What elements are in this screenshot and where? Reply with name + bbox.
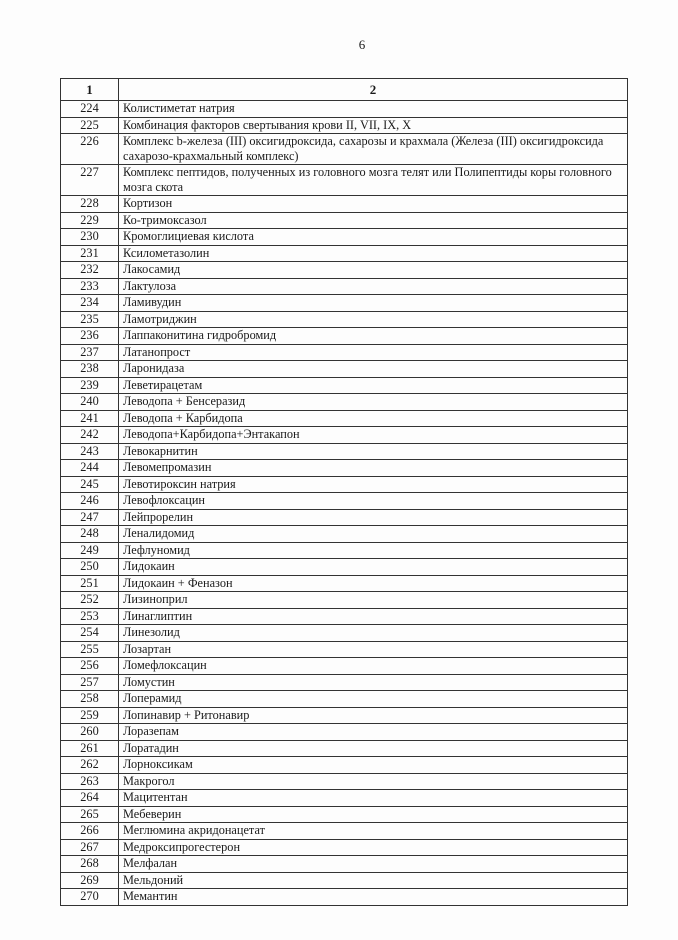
table-row (61, 328, 628, 345)
table-row (61, 229, 628, 246)
drug-name: Комбинация факторов свертывания крови II, VII, IX, X (119, 117, 628, 134)
row-number: 257 (61, 674, 119, 691)
drug-name: Лопинавир + Ритонавир (119, 707, 628, 724)
table-row (61, 559, 628, 576)
drug-name: Лакосамид (119, 262, 628, 279)
drug-name: Мельдоний (119, 872, 628, 889)
table-row (61, 212, 628, 229)
row-number: 231 (61, 245, 119, 262)
table-row (61, 856, 628, 873)
table-row (61, 872, 628, 889)
table-row (61, 806, 628, 823)
row-number: 262 (61, 757, 119, 774)
table-row (61, 196, 628, 213)
row-number: 225 (61, 117, 119, 134)
row-number: 266 (61, 823, 119, 840)
row-number: 253 (61, 608, 119, 625)
table-row (61, 377, 628, 394)
drug-name: Ксилометазолин (119, 245, 628, 262)
table-row (61, 493, 628, 510)
table-row (61, 757, 628, 774)
drug-name: Линаглиптин (119, 608, 628, 625)
drug-name: Ломефлоксацин (119, 658, 628, 675)
header-col-1: 1 (61, 79, 119, 101)
row-number: 270 (61, 889, 119, 906)
row-number: 244 (61, 460, 119, 477)
row-number: 260 (61, 724, 119, 741)
row-number: 227 (61, 165, 119, 196)
row-number: 255 (61, 641, 119, 658)
drug-name: Лозартан (119, 641, 628, 658)
row-number: 245 (61, 476, 119, 493)
table-row (61, 592, 628, 609)
table-row (61, 117, 628, 134)
row-number: 252 (61, 592, 119, 609)
table-row (61, 773, 628, 790)
row-number: 237 (61, 344, 119, 361)
drug-name: Комплекс b-железа (III) оксигидроксида, сахарозы и крахмала (Железа (III) оксигидроксида сахарозо-крахмальный комплекс) (119, 134, 628, 165)
drug-name: Мебеверин (119, 806, 628, 823)
drug-name: Ламотриджин (119, 311, 628, 328)
table-row (61, 101, 628, 118)
row-number: 267 (61, 839, 119, 856)
table-row (61, 823, 628, 840)
row-number: 224 (61, 101, 119, 118)
row-number: 263 (61, 773, 119, 790)
row-number: 265 (61, 806, 119, 823)
table-row (61, 575, 628, 592)
row-number: 249 (61, 542, 119, 559)
drug-name: Кортизон (119, 196, 628, 213)
row-number: 256 (61, 658, 119, 675)
table-row (61, 427, 628, 444)
table-row (61, 641, 628, 658)
row-number: 241 (61, 410, 119, 427)
drug-name: Леводопа + Карбидопа (119, 410, 628, 427)
drug-name: Мемантин (119, 889, 628, 906)
table-row (61, 410, 628, 427)
drug-name: Линезолид (119, 625, 628, 642)
table-row (61, 526, 628, 543)
drug-name: Леветирацетам (119, 377, 628, 394)
page-number: 6 (358, 37, 366, 52)
table-row (61, 658, 628, 675)
table-row (61, 625, 628, 642)
table-row (61, 262, 628, 279)
drug-name: Левокарнитин (119, 443, 628, 460)
drug-name: Мацитентан (119, 790, 628, 807)
drug-name: Колистиметат натрия (119, 101, 628, 118)
drug-name: Лаппаконитина гидробромид (119, 328, 628, 345)
drug-name: Лидокаин (119, 559, 628, 576)
table-row (61, 443, 628, 460)
row-number: 251 (61, 575, 119, 592)
row-number: 269 (61, 872, 119, 889)
row-number: 258 (61, 691, 119, 708)
row-number: 242 (61, 427, 119, 444)
row-number: 233 (61, 278, 119, 295)
row-number: 239 (61, 377, 119, 394)
row-number: 247 (61, 509, 119, 526)
drug-name: Комплекс пептидов, полученных из головного мозга телят или Полипептиды коры головного мозга скота (119, 165, 628, 196)
row-number: 261 (61, 740, 119, 757)
row-number: 264 (61, 790, 119, 807)
drug-name: Лактулоза (119, 278, 628, 295)
drug-name: Макрогол (119, 773, 628, 790)
drug-name: Лоперамид (119, 691, 628, 708)
drug-name: Меглюмина акридонацетат (119, 823, 628, 840)
drug-name: Латанопрост (119, 344, 628, 361)
drug-table (60, 78, 628, 906)
drug-name: Мелфалан (119, 856, 628, 873)
row-number: 236 (61, 328, 119, 345)
table-row (61, 460, 628, 477)
drug-name: Лизиноприл (119, 592, 628, 609)
table-row (61, 311, 628, 328)
table-row (61, 278, 628, 295)
row-number: 230 (61, 229, 119, 246)
row-number: 235 (61, 311, 119, 328)
table-row (61, 509, 628, 526)
drug-name: Лоразепам (119, 724, 628, 741)
row-number: 268 (61, 856, 119, 873)
table-row (61, 707, 628, 724)
row-number: 259 (61, 707, 119, 724)
table-row (61, 344, 628, 361)
drug-name: Ломустин (119, 674, 628, 691)
row-number: 229 (61, 212, 119, 229)
row-number: 240 (61, 394, 119, 411)
table-row (61, 134, 628, 165)
row-number: 254 (61, 625, 119, 642)
row-number: 243 (61, 443, 119, 460)
drug-name: Левофлоксацин (119, 493, 628, 510)
row-number: 250 (61, 559, 119, 576)
drug-name: Леводопа + Бенсеразид (119, 394, 628, 411)
row-number: 246 (61, 493, 119, 510)
table-row (61, 691, 628, 708)
row-number: 248 (61, 526, 119, 543)
drug-name: Ко-тримоксазол (119, 212, 628, 229)
drug-name: Лорноксикам (119, 757, 628, 774)
row-number: 238 (61, 361, 119, 378)
table-row (61, 740, 628, 757)
table-row (61, 674, 628, 691)
table-row (61, 542, 628, 559)
drug-name: Левотироксин натрия (119, 476, 628, 493)
drug-name: Ларонидаза (119, 361, 628, 378)
drug-name: Лидокаин + Феназон (119, 575, 628, 592)
drug-name: Леналидомид (119, 526, 628, 543)
table-header (61, 79, 628, 101)
drug-name: Медроксипрогестерон (119, 839, 628, 856)
table-row (61, 790, 628, 807)
drug-name: Лейпрорелин (119, 509, 628, 526)
table-row (61, 394, 628, 411)
table-row (61, 608, 628, 625)
row-number: 232 (61, 262, 119, 279)
header-col-2: 2 (119, 79, 628, 101)
table-row (61, 361, 628, 378)
drug-name: Лоратадин (119, 740, 628, 757)
table-row (61, 889, 628, 906)
row-number: 228 (61, 196, 119, 213)
drug-name: Ламивудин (119, 295, 628, 312)
row-number: 226 (61, 134, 119, 165)
drug-name: Леводопа+Карбидопа+Энтакапон (119, 427, 628, 444)
drug-name: Лефлуномид (119, 542, 628, 559)
drug-name: Левомепромазин (119, 460, 628, 477)
table-row (61, 724, 628, 741)
table-row (61, 245, 628, 262)
table-row (61, 839, 628, 856)
drug-name: Кромоглициевая кислота (119, 229, 628, 246)
table-row (61, 295, 628, 312)
row-number: 234 (61, 295, 119, 312)
table-row (61, 476, 628, 493)
table-row (61, 165, 628, 196)
